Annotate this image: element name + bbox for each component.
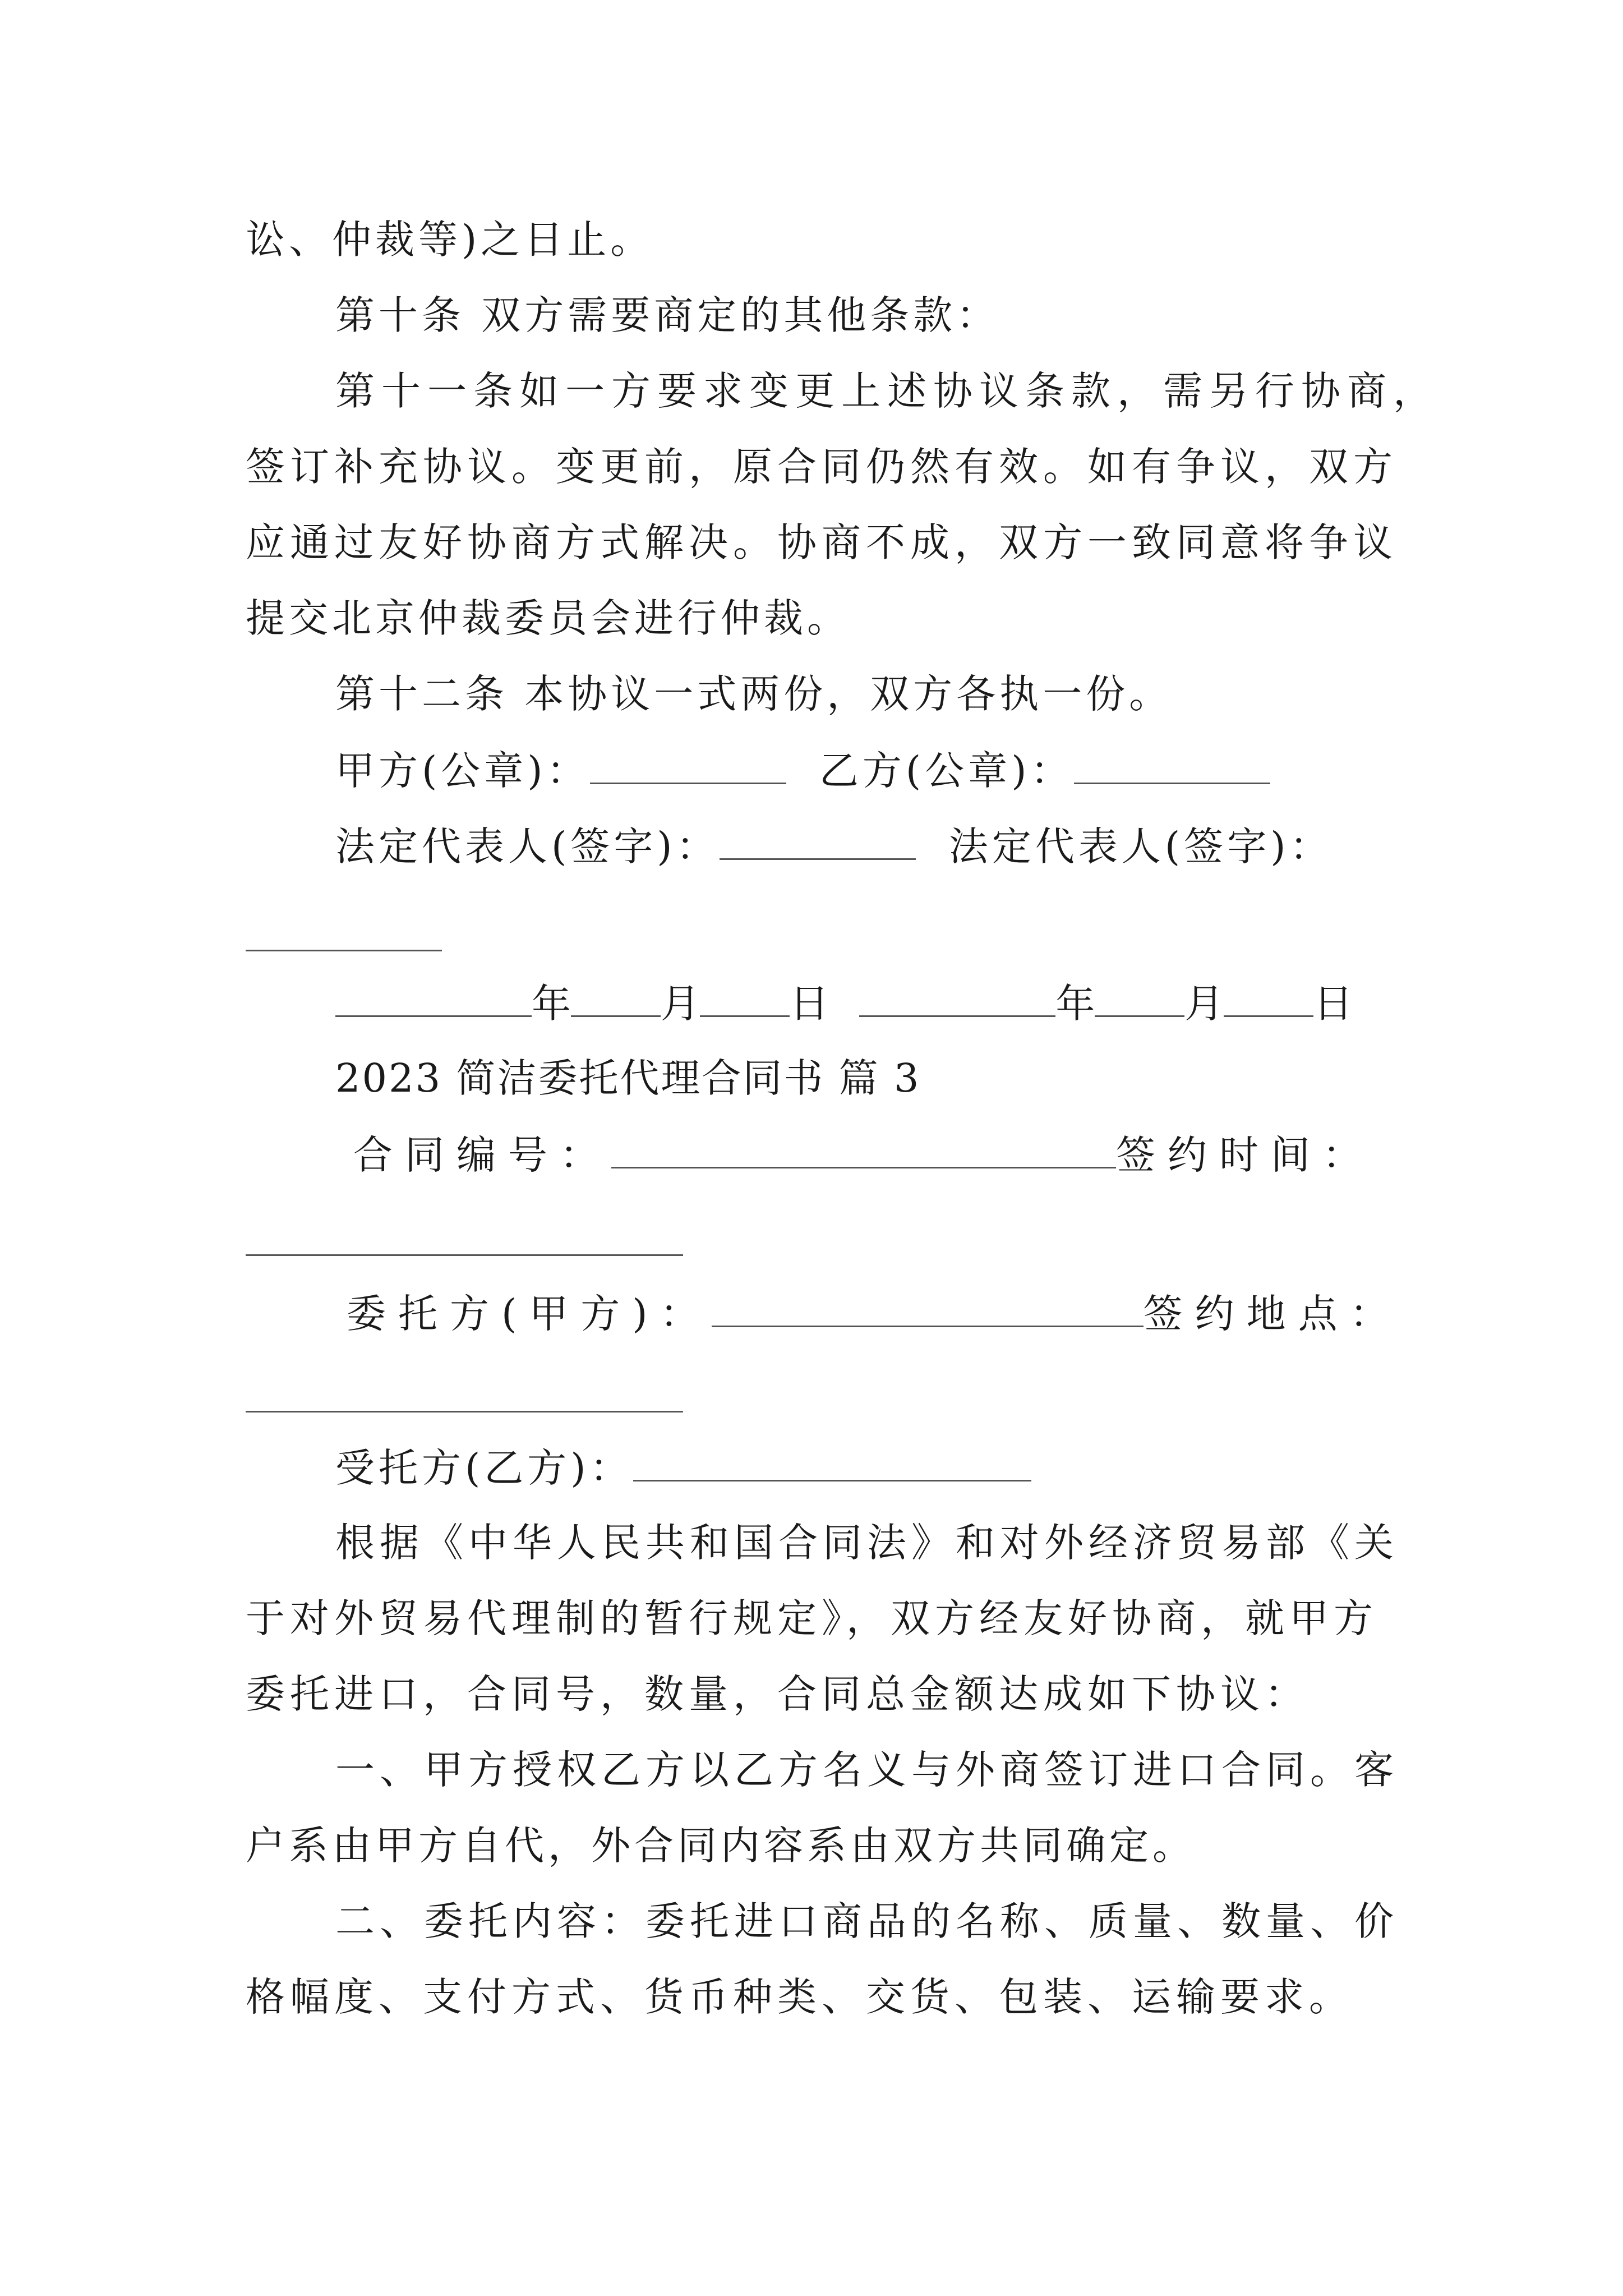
text-line: 户系由甲方自代，外合同内容系由双方共同确定。 <box>246 1823 1196 1869</box>
date-row <box>335 981 1353 1027</box>
principal-label: 委托方(甲方)： <box>347 1291 712 1337</box>
text-line: 签订补充协议。变更前，原合同仍然有效。如有争议，双方 <box>246 444 1398 490</box>
contract-number-row <box>353 1132 1374 1178</box>
article-10-heading: 第十条 双方需要商定的其他条款： <box>335 292 1000 338</box>
party-b-seal-blank <box>1074 750 1270 784</box>
party-a-seal-label: 甲方(公章)： <box>335 748 590 794</box>
party-a-seal-blank <box>590 750 786 784</box>
clause-1: 一、甲方授权乙方以乙方名义与外商签订进口合同。客 <box>335 1747 1399 1793</box>
section-title: 2023 简洁委托代理合同书 篇 3 <box>335 1055 921 1101</box>
sign-place-blank <box>246 1411 683 1412</box>
agent-row <box>335 1445 1031 1491</box>
date-a-day-label: 日 <box>790 981 829 1027</box>
party-a-rep-label: 法定代表人(签字)： <box>335 823 720 869</box>
signature-row-representative <box>335 823 1333 869</box>
sign-time-blank <box>246 1254 683 1256</box>
article-11-heading: 第十一条如一方要求变更上述协议条款，需另行协商， <box>335 368 1439 414</box>
sign-time-label: 签约时间： <box>1116 1132 1374 1178</box>
clause-2: 二、委托内容：委托进口商品的名称、质量、数量、价 <box>335 1898 1399 1944</box>
contract-number-blank <box>611 1134 1116 1168</box>
text-line: 根据《中华人民共和国合同法》和对外经济贸易部《关 <box>335 1520 1399 1566</box>
text-line: 格幅度、支付方式、货币种类、交货、包装、运输要求。 <box>246 1974 1353 2020</box>
text-line: 应通过友好协商方式解决。协商不成，双方一致同意将争议 <box>246 519 1398 565</box>
sign-place-label: 签约地点： <box>1143 1291 1401 1337</box>
date-b-year-label: 年 <box>1055 981 1095 1027</box>
date-a-month-blank <box>571 983 661 1017</box>
principal-row <box>347 1291 1401 1337</box>
party-b-rep-label: 法定代表人(签字)： <box>948 823 1333 869</box>
signature-row-seal <box>335 748 1270 794</box>
article-12-heading: 第十二条 本协议一式两份，双方各执一份。 <box>335 671 1173 717</box>
date-b-day-label: 日 <box>1313 981 1353 1027</box>
date-b-month-blank <box>1095 983 1184 1017</box>
date-b-day-blank <box>1224 983 1313 1017</box>
agent-label: 受托方(乙方)： <box>335 1445 633 1491</box>
party-b-seal-label: 乙方(公章)： <box>819 748 1074 794</box>
date-b-month-label: 月 <box>1184 981 1224 1027</box>
text-line: 讼、仲裁等)之日止。 <box>246 217 654 263</box>
text-line: 委托进口，合同号，数量，合同总金额达成如下协议： <box>246 1671 1309 1717</box>
date-a-day-blank <box>700 983 790 1017</box>
text-line: 提交北京仲裁委员会进行仲裁。 <box>246 595 850 641</box>
date-b-year-blank <box>859 983 1055 1017</box>
date-a-year-blank <box>335 983 532 1017</box>
date-a-month-label: 月 <box>661 981 700 1027</box>
contract-number-label: 合同编号： <box>353 1132 611 1178</box>
party-a-rep-blank <box>720 826 916 860</box>
party-b-rep-blank <box>246 950 442 951</box>
date-a-year-label: 年 <box>532 981 571 1027</box>
agent-blank <box>633 1447 1031 1481</box>
text-line: 于对外贸易代理制的暂行规定》，双方经友好协商，就甲方 <box>246 1595 1378 1641</box>
principal-blank <box>712 1293 1144 1327</box>
